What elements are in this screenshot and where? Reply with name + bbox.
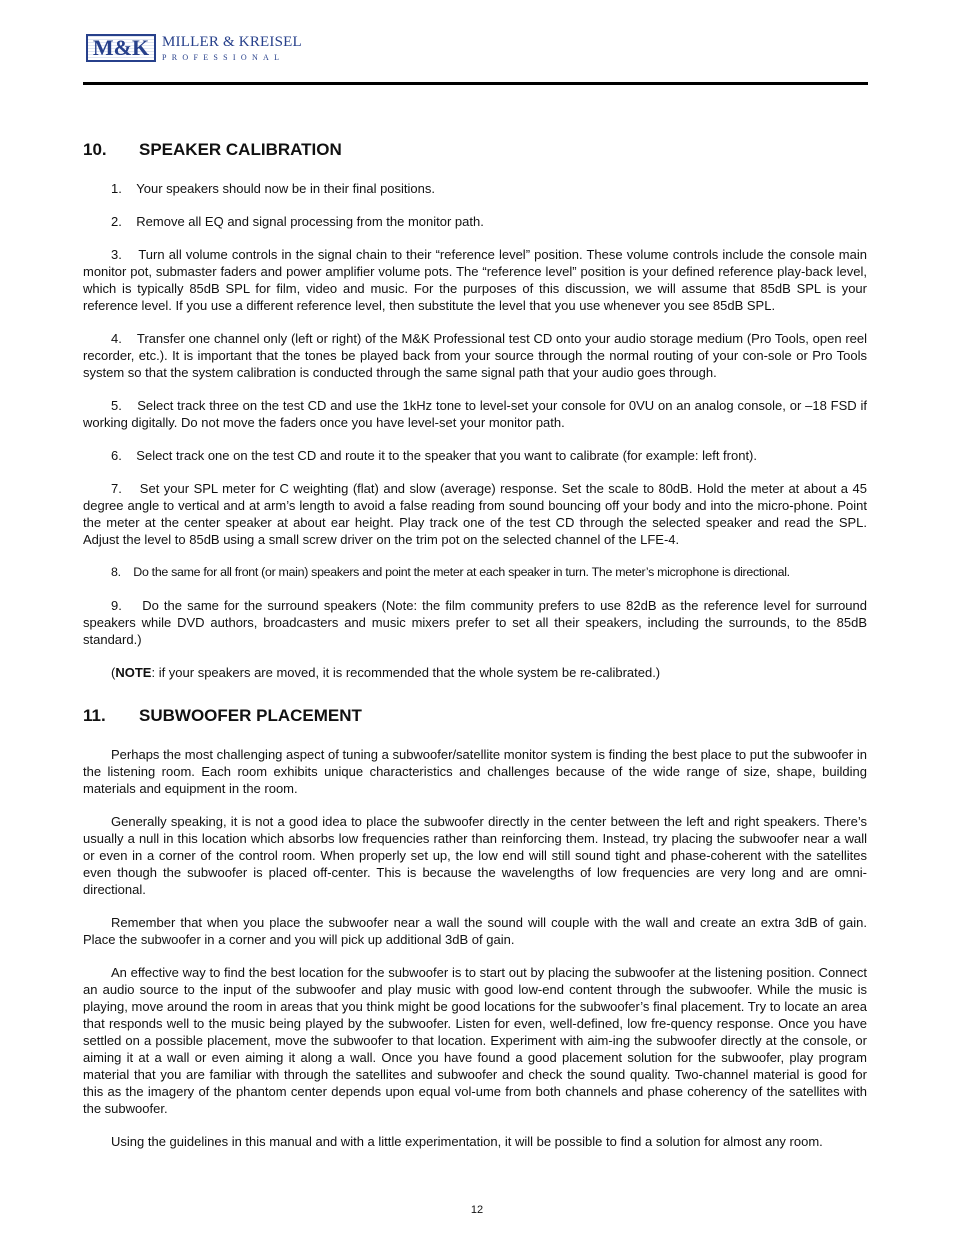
subwoofer-paragraph-5: Using the guidelines in this manual and with a little experimentation, it will be possible to find a solution for almost any room.	[111, 1134, 823, 1149]
note-label: NOTE	[115, 665, 152, 680]
logo-subbrand: PROFESSIONAL	[162, 52, 285, 62]
subwoofer-paragraph-1: Perhaps the most challenging aspect of tuning a subwoofer/satellite monitor system is finding the best place to put the subwoofer in the listening room. Each room exhibits unique characteristics and challenges because of the wide range of size, shape, building materials and equipment in the room.	[83, 747, 867, 796]
calibration-step-7: 7. Set your SPL meter for C weighting (flat) and slow (average) response. Set the scale to 80dB. Hold the meter at about a 45 degree angle to vertical and at arm’s length to avoid a false reading from sound bouncing off your body and into the micro-phone. Point the meter at the center speaker at about ear height. Play track one of the test CD through the selected speaker and read the SPL. Adjust the level to 85dB using a small screw driver on the trim pot on the selected channel of the LFE-4.	[83, 481, 867, 547]
section-number: 10.	[83, 140, 107, 159]
calibration-step-4: 4. Transfer one channel only (left or right) of the M&K Professional test CD onto your audio storage medium (Pro Tools, open reel recorder, etc.). It is important that the tones be played back from your source through the normal routing of your con-sole or Pro Tools system so that the system calibration is conducted through the same signal path that your audio goes through.	[83, 331, 867, 380]
subwoofer-paragraph-2: Generally speaking, it is not a good idea to place the subwoofer directly in the center between the left and right speakers. There’s usually a null in this location which absorbs low frequencies rather than reinforcing them. Instead, try placing the subwoofer near a wall or even in a corner of the control room. When properly set up, the low end will still sound tight and phase-coherent with the satellites even though the subwoofer is placed off-center. This is because the wavelengths of low frequencies are very long and are omni-directional.	[83, 814, 867, 897]
section-number: 11.	[83, 706, 106, 725]
note-open: (	[111, 665, 116, 680]
logo-brand: MILLER & KREISEL	[162, 33, 302, 50]
calibration-step-1: 1. Your speakers should now be in their final positions.	[111, 181, 435, 196]
calibration-step-2: 2. Remove all EQ and signal processing from the monitor path.	[111, 214, 484, 229]
calibration-step-6: 6. Select track one on the test CD and route it to the speaker that you want to calibrate (for example: left front).	[111, 448, 758, 463]
logo-wordmark	[162, 35, 302, 62]
subwoofer-paragraph-3: Remember that when you place the subwoofer near a wall the sound will couple with the wall and create an extra 3dB of gain. Place the subwoofer in a corner and you will pick up additional 3dB of gain.	[83, 915, 867, 947]
page-number: 12	[470, 1204, 484, 1216]
calibration-step-8: 8. Do the same for all front (or main) speakers and point the meter at each speaker in turn. The meter’s microphone is directional.	[111, 565, 790, 579]
company-logo	[86, 33, 302, 63]
section-heading-speaker-calibration	[83, 140, 867, 160]
note-text: : if your speakers are moved, it is recommended that the whole system be re-calibrated.)	[151, 665, 661, 680]
calibration-note	[83, 664, 867, 681]
page-content	[83, 140, 867, 1150]
subwoofer-paragraph-4: An effective way to find the best location for the subwoofer is to start out by placing the subwoofer at the listening position. Connect an audio source to the input of the subwoofer and play music with good low-end content through the subwoofer. While the music is playing, move around the room in areas that you think might be good locations for the subwoofer’s final placement. Try to locate an area that responds well to the music being played by the subwoofer. Listen for even, well-defined, low fre-quency response. Once you have settled on a possible placement, move the subwoofer to that location. Experiment with aim-ing the subwoofer directly at the console, or aiming it at a wall or even aiming it along a wall. Once you have found a good placement solution for the subwoofer, play program material that you are familiar with through the satellites and subwoofer and check the sound quality. Two-channel material is good for this as the imagery of the phantom center depends upon equal vol-ume from both channels and phase coherency of the satellites with the subwoofer.	[83, 965, 867, 1116]
calibration-step-9: 9. Do the same for the surround speakers (Note: the film community prefers to use 82dB as the reference level for surround speakers while DVD authors, broadcasters and music mixers prefer to set all their speakers, including the surrounds, to the 85dB standard.)	[83, 598, 867, 647]
section-title: SPEAKER CALIBRATION	[139, 140, 342, 159]
header-rule	[83, 82, 868, 85]
calibration-step-5: 5. Select track three on the test CD and use the 1kHz tone to level-set your console for 0VU on an analog console, or –18 FSD if working digitally. Do not move the faders once you have level-set your monitor path.	[83, 398, 867, 430]
calibration-step-3: 3. Turn all volume controls in the signal chain to their “reference level” position. These volume controls include the console main monitor pot, submaster faders and power amplifier volume pots. The “reference level” position is your defined reference play-back level, which is typically 85dB SPL for film, video and music. For the purposes of this discussion, we will assume that 85dB SPL is your reference level. If you use a different reference level, then substitute the level that you use whenever you see 85dB SPL.	[83, 247, 867, 313]
logo-mark: M&K	[86, 34, 156, 62]
section-title: SUBWOOFER PLACEMENT	[139, 706, 362, 725]
section-heading-subwoofer-placement	[83, 706, 867, 726]
